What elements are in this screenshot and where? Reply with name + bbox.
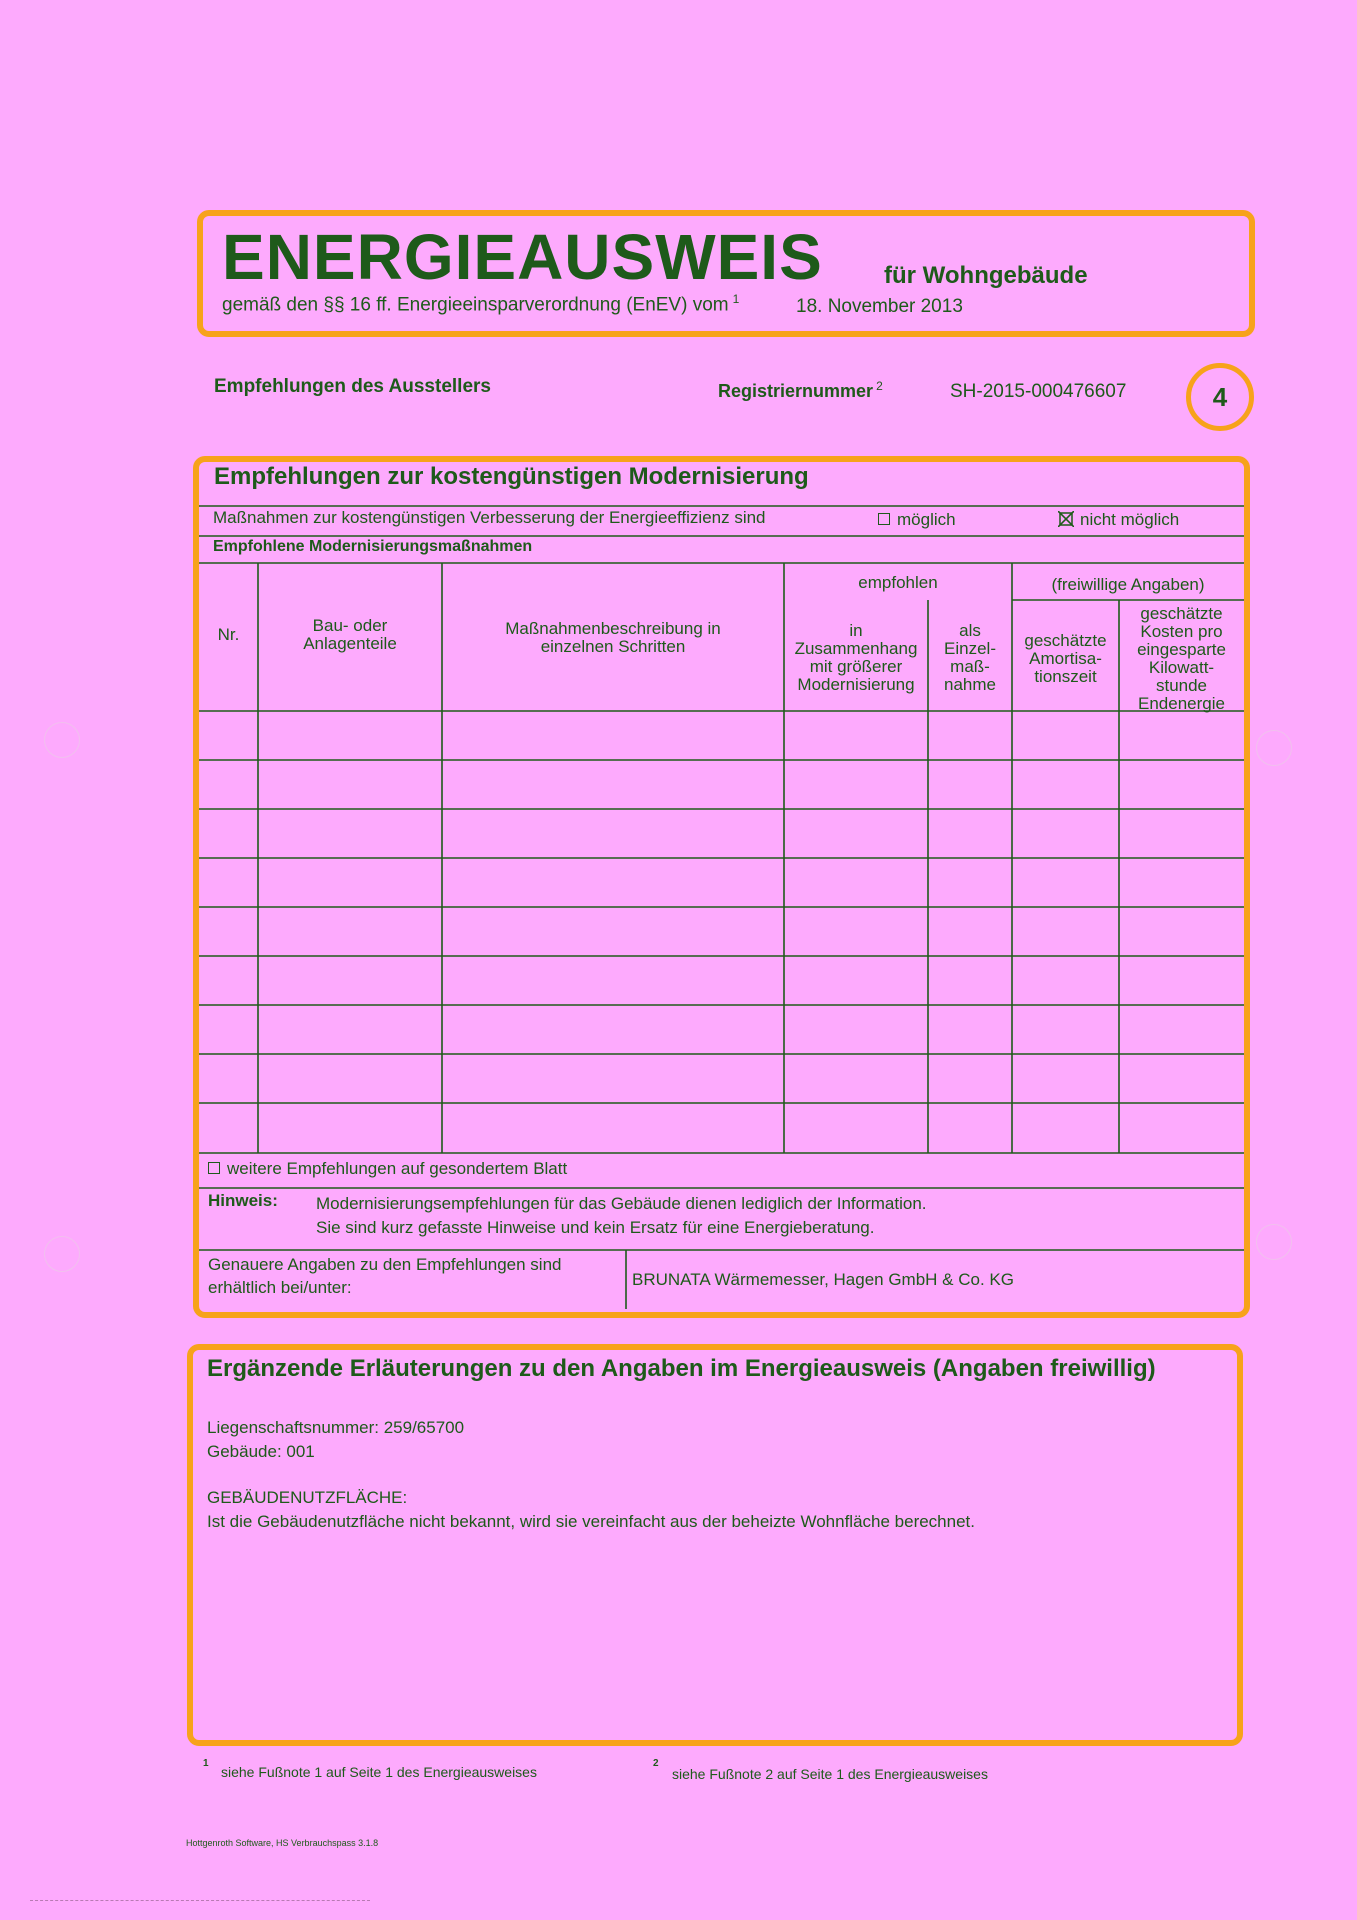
registration-number: SH-2015-000476607: [950, 381, 1127, 402]
hint-line-2: Sie sind kurz gefasste Hinweise und kein Ersatz für eine Energieberatung.: [316, 1218, 875, 1237]
page-number-badge: 4: [1186, 363, 1254, 431]
usable-area-heading: GEBÄUDENUTZFLÄCHE:: [207, 1488, 408, 1507]
hint-line-1: Modernisierungsempfehlungen für das Gebäude dienen lediglich der Information.: [316, 1194, 927, 1213]
col-header-bauteil: Bau- oder Anlagenteile: [303, 616, 397, 653]
recommended-measures-heading: Empfohlene Modernisierungsmaßnahmen: [213, 538, 533, 555]
document-subtitle: für Wohngebäude: [884, 262, 1088, 289]
further-recommendations-checkbox: [208, 1162, 220, 1174]
possible-checkbox: [878, 513, 890, 525]
col-header-amortisation: geschätzte Amortisa- tionszeit: [1024, 631, 1107, 686]
col-header-kosten: geschätzte Kosten pro eingesparte Kilowatt- stunde Endenergie: [1137, 604, 1226, 713]
document-title: ENERGIEAUSWEIS: [222, 221, 823, 293]
details-contact: BRUNATA Wärmemesser, Hagen GmbH & Co. KG: [632, 1270, 1014, 1289]
hint-label: Hinweis:: [208, 1191, 278, 1210]
property-number: Liegenschaftsnummer: 259/65700: [207, 1418, 465, 1437]
supplementary-frame: [187, 1344, 1243, 1746]
supplementary-title: Ergänzende Erläuterungen zu den Angaben im Energieausweis (Angaben freiwillig): [207, 1355, 1156, 1382]
software-credit: Hottgenroth Software, HS Verbrauchspass 3.1.8: [186, 1838, 379, 1848]
col-header-zusammenhang: in Zusammenhang mit größerer Modernisierung: [794, 621, 918, 694]
footnote-1-mark: 1: [203, 1758, 209, 1769]
footnote-1-text: siehe Fußnote 1 auf Seite 1 des Energieausweises: [221, 1764, 537, 1780]
col-header-nr: Nr.: [217, 625, 240, 644]
col-header-freiwillig: (freiwillige Angaben): [1051, 575, 1205, 594]
measures-statement: Maßnahmen zur kostengünstigen Verbesserung der Energieeffizienz sind: [213, 508, 766, 527]
not-possible-checked-checkbox: [1058, 511, 1074, 527]
col-header-empfohlen: empfohlen: [858, 573, 938, 592]
legal-basis: gemäß den §§ 16 ff. Energieeinsparverordnung (EnEV) vom $^1$: [222, 292, 740, 316]
usable-area-note: Ist die Gebäudenutzfläche nicht bekannt, wird sie vereinfacht aus der beheizte Wohnfläche berechnet.: [207, 1512, 975, 1531]
details-label: Genauere Angaben zu den Empfehlungen sind erhältlich bei/unter:: [208, 1255, 562, 1297]
footnote-2-mark: 2: [653, 1758, 659, 1769]
option-possible: möglich: [878, 510, 956, 530]
section-label: Empfehlungen des Ausstellers: [214, 376, 491, 397]
recommendations-title: Empfehlungen zur kostengünstigen Modernisierung: [214, 463, 809, 490]
option-not-possible: nicht möglich: [1058, 510, 1179, 530]
further-recommendations: weitere Empfehlungen auf gesondertem Blatt: [208, 1159, 567, 1179]
col-header-einzelmassnahme: als Einzel- maß- nahme: [944, 621, 996, 694]
registration-label: Registriernummer $^2$: [718, 379, 883, 401]
bottom-cut-line: [30, 1900, 370, 1901]
enev-date: 18. November 2013: [796, 296, 963, 317]
footnote-2-text: siehe Fußnote 2 auf Seite 1 des Energieausweises: [672, 1766, 988, 1782]
col-header-beschreibung: Maßnahmenbeschreibung in einzelnen Schritten: [505, 619, 721, 656]
building-number: Gebäude: 001: [207, 1442, 315, 1461]
